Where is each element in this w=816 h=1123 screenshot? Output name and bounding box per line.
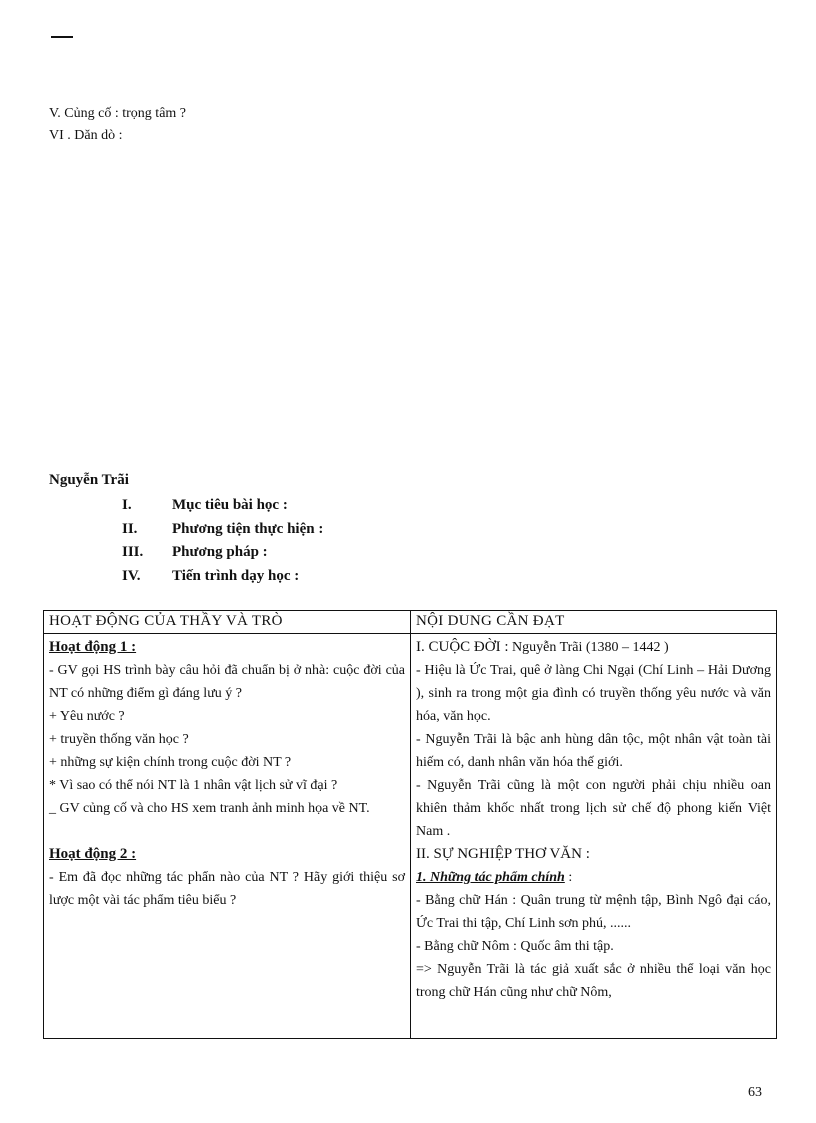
content-line: - Nguyễn Trãi là bậc anh hùng dân tộc, một nhân vật toàn tài hiếm có, danh nhân văn hóa thế giới.: [416, 732, 771, 770]
section-1-heading: I. CUỘC ĐỜI :: [416, 639, 509, 655]
content-cell: I. CUỘC ĐỜI : Nguyễn Trãi (1380 – 1442 ) - Hiệu là Ức Trai, quê ở làng Chi Ngại (Chí Linh – Hải Dương ), sinh ra trong một gia đình có truyền thống yêu nước và văn hóa, văn học. - Nguyễn Trãi là bậc anh hùng dân tộc, một nhân vật toàn tài hiếm có, danh nhân văn hóa thế giới. - Nguyễn Trãi cũng là một con người phải chịu nhiều oan khiên thảm khốc nhất trong lịch sử chế độ phong kiến Việt Nam . II. SỰ NGHIỆP THƠ VĂN : 1. Những tác phẩm chính : - Bằng chữ Hán : Quân trung từ mệnh tập, Bình Ngô đại cáo, Ức Trai thi tập, Chí Linh sơn phú, ...... - Bằng chữ Nôm : Quốc âm thi tập. => Nguyễn Trãi là tác giả xuất sắc ở nhiều thể loại văn học trong chữ Hán cũng như chữ Nôm,: [411, 634, 777, 1039]
activity-2-title: Hoạt động 2 :: [49, 846, 137, 862]
content-line: - Nguyễn Trãi cũng là một con người phải chịu nhiều oan khiên thảm khốc nhất trong lịch sử chế độ phong kiến Việt Nam .: [416, 778, 771, 839]
activity-1-title: Hoạt động 1 :: [49, 639, 137, 655]
homework-line: VI . Dăn dò :: [49, 128, 123, 143]
section-2-heading: II. SỰ NGHIỆP THƠ VĂN :: [416, 846, 590, 862]
outline-item: I. Mục tiêu bài học :: [122, 497, 288, 514]
review-line: V. Củng cố : trọng tâm ?: [49, 106, 187, 121]
outline-item: III. Phương pháp :: [122, 544, 268, 561]
activity-line: + những sự kiện chính trong cuộc đời NT ?: [49, 755, 292, 770]
activities-cell: [44, 634, 411, 1039]
outline-item: IV. Tiến trình dạy học :: [122, 567, 300, 584]
lesson-outline: [122, 494, 323, 588]
content-line: => Nguyễn Trãi là tác giả xuất sắc ở nhiều thể loại văn học trong chữ Hán cũng như chữ Nôm,: [416, 962, 771, 1000]
lesson-title: Nguyễn Trãi: [49, 472, 129, 488]
subsection-1-heading: 1. Những tác phẩm chính: [416, 870, 565, 885]
lesson-table: [43, 610, 777, 1039]
col-header-activities: HOẠT ĐỘNG CỦA THẦY VÀ TRÒ: [44, 611, 411, 634]
activity-line: + truyền thống văn học ?: [49, 732, 189, 747]
content-line: - Hiệu là Ức Trai, quê ở làng Chi Ngại (Chí Linh – Hải Dương ), sinh ra trong một gia đình có truyền thống yêu nước và văn hóa, văn học.: [416, 663, 771, 724]
activity-line: - GV gọi HS trình bày câu hỏi đã chuẩn bị ở nhà: cuộc đời của NT có những điểm gì đáng lưu ý ?: [49, 663, 405, 701]
activity-line: - Em đã đọc những tác phẩn nào của NT ? Hãy giới thiệu sơ lược một vài tác phẩm tiêu biểu ?: [49, 870, 405, 908]
content-line: - Bằng chữ Nôm : Quốc âm thi tập.: [416, 939, 614, 954]
header-dash: [51, 36, 73, 38]
activity-line: _ GV củng cố và cho HS xem tranh ảnh minh họa về NT.: [49, 801, 370, 816]
activity-line: * Vì sao có thể nói NT là 1 nhân vật lịch sử vĩ đại ?: [49, 778, 338, 793]
outline-item: II. Phương tiện thực hiện :: [122, 520, 324, 537]
content-line: - Bằng chữ Hán : Quân trung từ mệnh tập, Bình Ngô đại cáo, Ức Trai thi tập, Chí Linh sơn phú, ......: [416, 893, 771, 931]
page-number: 63: [748, 1085, 762, 1100]
col-header-content: NỘI DUNG CẦN ĐẠT: [411, 611, 777, 634]
activity-line: + Yêu nước ?: [49, 709, 125, 724]
section-1-subtitle: Nguyễn Trãi (1380 – 1442 ): [508, 640, 669, 655]
